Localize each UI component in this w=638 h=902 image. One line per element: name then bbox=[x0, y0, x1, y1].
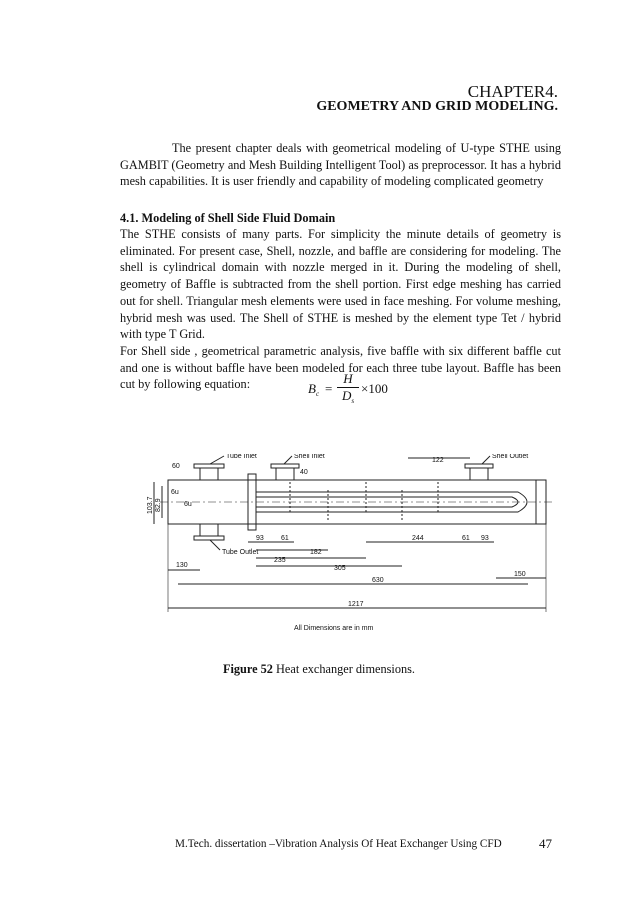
equation-lhs: $B_c$ bbox=[308, 381, 320, 398]
figure-caption-text: Heat exchanger dimensions. bbox=[272, 662, 416, 676]
section-body bbox=[120, 226, 561, 393]
drawing-svg bbox=[140, 454, 560, 644]
dim-130: 130 bbox=[176, 562, 188, 569]
dim-182: 182 bbox=[310, 549, 322, 556]
dim-150: 150 bbox=[514, 571, 526, 578]
dim-60: 60 bbox=[172, 463, 180, 470]
intro-paragraph: The present chapter deals with geometrical modeling of U-type STHE using GAMBIT (Geometry and Mesh Building Intelligent Tool) as preprocessor. It has a hybrid mesh capabilities. It is user friendly and capability of modeling complicated geometry bbox=[120, 141, 561, 189]
equation-denominator: $D_s$ bbox=[341, 388, 355, 405]
dimension-note: All Dimensions are in mm bbox=[294, 625, 374, 632]
equation-fraction bbox=[337, 372, 359, 408]
dim-1217: 1217 bbox=[348, 601, 364, 608]
dim-tiny-1: 6u bbox=[171, 489, 179, 496]
equation-numerator: H bbox=[343, 371, 353, 386]
dim-630: 630 bbox=[372, 577, 384, 584]
dim-82-9: 82.9 bbox=[155, 498, 162, 512]
section-heading: 4.1. Modeling of Shell Side Fluid Domain bbox=[120, 211, 336, 225]
dim-tiny-2: 6u bbox=[184, 501, 192, 508]
section-paragraph-2: For Shell side , geometrical parametric analysis, five baffle with six different baffle cut and one is without baffle have been modeled for each three tube layout. Baffle has been cut by following equation: bbox=[120, 343, 561, 392]
page-number: 47 bbox=[539, 836, 552, 851]
dim-61-left: 61 bbox=[281, 535, 289, 542]
chapter-heading: CHAPTER4. bbox=[467, 82, 558, 101]
figure-caption bbox=[0, 662, 638, 677]
dim-305: 305 bbox=[334, 565, 346, 572]
label-tube-inlet: Tube Inlet bbox=[226, 454, 257, 460]
dim-40: 40 bbox=[300, 469, 308, 476]
heat-exchanger-drawing bbox=[140, 454, 560, 644]
dim-103-7: 103.7 bbox=[147, 496, 154, 514]
page-footer: M.Tech. dissertation –Vibration Analysis Of Heat Exchanger Using CFD bbox=[175, 838, 502, 850]
label-shell-inlet: Shell Inlet bbox=[294, 454, 325, 460]
dim-122: 122 bbox=[432, 457, 444, 464]
chapter-title: GEOMETRY AND GRID MODELING. bbox=[316, 99, 558, 114]
section-paragraph-1: The STHE consists of many parts. For simplicity the minute details of geometry is eliminated. For present case, Shell, nozzle, and baffle are considering for modeling. The shell is cylindrical domain with nozzle merged in it. During the modeling of shell, geometry of Baffle is subtracted from the shell portion. First edge meshing has carried out for shell. Triangular mesh elements were used in face meshing. For volume meshing, hybrid mesh was used. The Shell of STHE is meshed by the element type Tet / hybrid with type T Grid. bbox=[120, 227, 561, 342]
dim-93-right: 93 bbox=[481, 535, 489, 542]
label-tube-outlet: Tube Outlet bbox=[222, 549, 259, 556]
label-shell-outlet: Shell Outlet bbox=[492, 454, 529, 460]
equation-equals: = bbox=[325, 381, 333, 396]
dim-244: 244 bbox=[412, 535, 424, 542]
dim-61-right: 61 bbox=[462, 535, 470, 542]
equation-multiplier: ×100 bbox=[361, 381, 388, 396]
figure-caption-label: Figure 52 bbox=[222, 662, 273, 676]
dim-235: 235 bbox=[274, 557, 286, 564]
dim-93-left: 93 bbox=[256, 535, 264, 542]
